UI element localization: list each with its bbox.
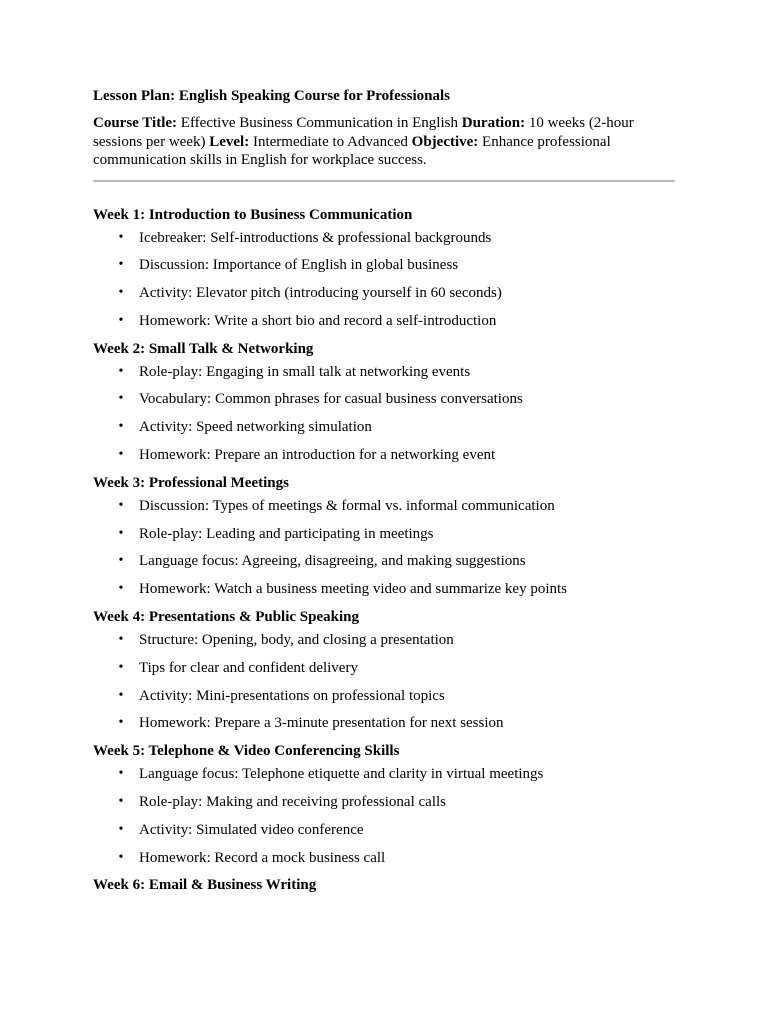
list-item bbox=[93, 256, 675, 274]
bullet-icon: • bbox=[118, 447, 124, 463]
bullet-icon: • bbox=[118, 715, 124, 731]
list-item bbox=[93, 552, 675, 570]
week-section bbox=[93, 608, 675, 732]
bullet-icon: • bbox=[118, 312, 124, 328]
list-item bbox=[93, 631, 675, 649]
list-item bbox=[93, 765, 675, 783]
list-item bbox=[93, 363, 675, 381]
bullet-icon: • bbox=[118, 525, 124, 541]
weeks-list bbox=[93, 206, 675, 895]
level-value: Intermediate to Advanced bbox=[252, 133, 408, 150]
week-activity-list bbox=[93, 497, 675, 598]
document-body bbox=[93, 87, 675, 899]
course-info bbox=[93, 114, 675, 170]
bullet-icon: • bbox=[118, 794, 124, 810]
week-section bbox=[93, 474, 675, 598]
week-activity-list bbox=[93, 631, 675, 732]
bullet-icon: • bbox=[118, 363, 124, 379]
list-item bbox=[93, 849, 675, 867]
list-item-text: Language focus: Agreeing, disagreeing, and making suggestions bbox=[139, 553, 526, 570]
list-item-text: Homework: Prepare a 3-minute presentation for next session bbox=[139, 715, 504, 732]
list-item bbox=[93, 497, 675, 515]
list-item bbox=[93, 714, 675, 732]
week-section bbox=[93, 742, 675, 866]
list-item bbox=[93, 821, 675, 839]
bullet-icon: • bbox=[118, 849, 124, 865]
week-section bbox=[93, 206, 675, 330]
bullet-icon: • bbox=[118, 821, 124, 837]
course-title-value: Effective Business Communication in English bbox=[180, 115, 458, 131]
list-item-text: Homework: Prepare an introduction for a networking event bbox=[139, 447, 496, 464]
list-item-text: Icebreaker: Self-introductions & professional backgrounds bbox=[139, 229, 492, 246]
week-activity-list bbox=[93, 765, 675, 866]
list-item bbox=[93, 446, 675, 464]
bullet-icon: • bbox=[118, 632, 124, 648]
list-item bbox=[93, 580, 675, 598]
list-item bbox=[93, 793, 675, 811]
week-heading: Week 3: Professional Meetings bbox=[93, 474, 289, 491]
bullet-icon: • bbox=[118, 553, 124, 569]
week-heading: Week 1: Introduction to Business Communication bbox=[93, 206, 413, 223]
course-title-label: Course Title: bbox=[93, 115, 178, 131]
level-label: Level: bbox=[209, 133, 250, 150]
week-activity-list bbox=[93, 363, 675, 464]
bullet-icon: • bbox=[118, 497, 124, 513]
list-item-text: Tips for clear and confident delivery bbox=[139, 659, 358, 676]
week-section bbox=[93, 340, 675, 464]
week-heading: Week 6: Email & Business Writing bbox=[93, 877, 317, 894]
list-item-text: Language focus: Telephone etiquette and clarity in virtual meetings bbox=[139, 766, 544, 783]
bullet-icon: • bbox=[118, 687, 124, 703]
list-item-text: Vocabulary: Common phrases for casual business conversations bbox=[139, 391, 523, 408]
week-section bbox=[93, 876, 675, 894]
list-item-text: Homework: Record a mock business call bbox=[139, 849, 386, 866]
week-heading: Week 5: Telephone & Video Conferencing Skills bbox=[93, 743, 400, 760]
bullet-icon: • bbox=[118, 581, 124, 597]
list-item bbox=[93, 312, 675, 330]
list-item bbox=[93, 659, 675, 677]
list-item-text: Activity: Mini-presentations on professional topics bbox=[139, 687, 445, 704]
bullet-icon: • bbox=[118, 766, 124, 782]
bullet-icon: • bbox=[118, 419, 124, 435]
list-item-text: Role-play: Engaging in small talk at networking events bbox=[139, 363, 471, 380]
list-item-text: Role-play: Leading and participating in meetings bbox=[139, 525, 434, 542]
list-item-text: Homework: Watch a business meeting video and summarize key points bbox=[139, 581, 568, 598]
list-item-text: Activity: Elevator pitch (introducing yourself in 60 seconds) bbox=[139, 285, 502, 302]
bullet-icon: • bbox=[118, 285, 124, 301]
list-item bbox=[93, 284, 675, 302]
horizontal-divider bbox=[93, 180, 675, 182]
list-item bbox=[93, 525, 675, 543]
objective-label: Objective: bbox=[411, 133, 479, 150]
week-heading: Week 2: Small Talk & Networking bbox=[93, 340, 314, 357]
week-heading: Week 4: Presentations & Public Speaking bbox=[93, 609, 359, 626]
list-item-text: Discussion: Importance of English in global business bbox=[139, 257, 459, 274]
objective-value: Enhance professional communication skills in English for workplace success. bbox=[93, 133, 611, 168]
duration-label: Duration: bbox=[461, 115, 526, 131]
list-item-text: Activity: Simulated video conference bbox=[139, 821, 364, 838]
list-item bbox=[93, 687, 675, 705]
bullet-icon: • bbox=[118, 659, 124, 675]
document-title: Lesson Plan: English Speaking Course for Professionals bbox=[93, 88, 451, 104]
list-item-text: Activity: Speed networking simulation bbox=[139, 419, 372, 436]
list-item bbox=[93, 418, 675, 436]
list-item bbox=[93, 390, 675, 408]
list-item-text: Homework: Write a short bio and record a self-introduction bbox=[139, 312, 497, 329]
list-item-text: Discussion: Types of meetings & formal vs. informal communication bbox=[139, 497, 555, 514]
bullet-icon: • bbox=[118, 391, 124, 407]
bullet-icon: • bbox=[118, 229, 124, 245]
list-item-text: Role-play: Making and receiving professional calls bbox=[139, 794, 446, 811]
list-item bbox=[93, 229, 675, 247]
list-item-text: Structure: Opening, body, and closing a presentation bbox=[139, 632, 454, 649]
bullet-icon: • bbox=[118, 257, 124, 273]
duration-value: 10 weeks (2-hour sessions per week) bbox=[93, 115, 634, 150]
week-activity-list bbox=[93, 229, 675, 330]
